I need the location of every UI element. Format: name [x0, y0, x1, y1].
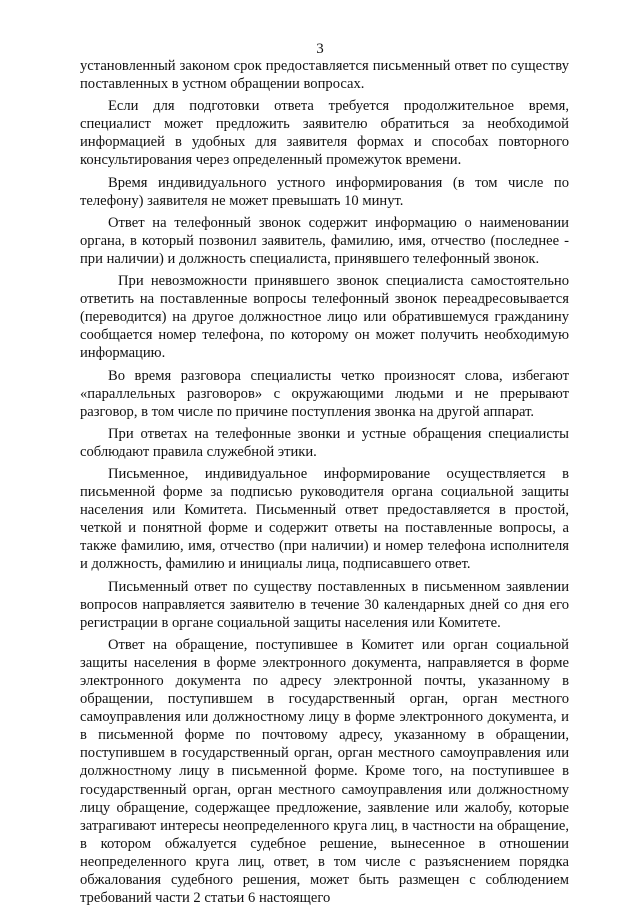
paragraph-conversation-rules: Во время разговора специалисты четко произносят слова, избегают «параллельных разговоров» с окружающими людьми и не прерывают разговор, в том числе по причине поступления звонка на другой аппарат.	[80, 367, 569, 420]
paragraph-phone-answer-content: Ответ на телефонный звонок содержит информацию о наименовании органа, в который позвонил заявитель, фамилию, имя, отчество (последнее - при наличии) и должность специалиста, принявшего телефонный звонок.	[80, 214, 569, 267]
paragraph-service-ethics: При ответах на телефонные звонки и устные обращения специалисты соблюдают правила служебной этики.	[80, 425, 569, 460]
paragraph-electronic-answer: Ответ на обращение, поступившее в Комитет или орган социальной защиты населения в форме электронного документа, направляется в форме электронного документа по адресу электронной почты, указанному в обращении, поступившем в государственный орган, орган местного самоуправления или должностному лицу в форме электронного документа, и в письменной форме по почтовому адресу, указанному в обращении, поступившем в государственный орган, орган местного самоуправления или должностному лицу в письменной форме. Кроме того, на поступившее в государственный орган, орган местного самоуправления или должностному лицу обращение, содержащее предложение, заявление или жалобу, которые затрагивают интересы неопределенного круга лиц, в частности на обращение, в котором обжалуется судебное решение, вынесенное в отношении неопределенного круга лиц, ответ, в том числе с разъяснением порядка обжалования судебного решения, может быть размещен с соблюдением требований части 2 статьи 6 настоящего	[80, 636, 569, 907]
paragraph-consultation-time: Время индивидуального устного информирования (в том числе по телефону) заявителя не может превышать 10 минут.	[80, 174, 569, 209]
paragraph-written-informing: Письменное, индивидуальное информирование осуществляется в письменной форме за подписью руководителя органа социальной защиты населения или Комитета. Письменный ответ предоставляется в простой, четкой и понятной форме и содержит ответы на поставленные вопросы, а также фамилию, имя, отчество (при наличии) и номер телефона исполнителя и должность, фамилию и инициалы лица, подписавшего ответ.	[80, 465, 569, 573]
paragraph-call-forwarding: При невозможности принявшего звонок специалиста самостоятельно ответить на поставленные вопросы телефонный звонок переадресовывается (переводится) на другое должностное лицо или обратившемуся гражданину сообщается номер телефона, по которому он может получить необходимую информацию.	[80, 273, 569, 362]
paragraph-long-preparation: Если для подготовки ответа требуется продолжительное время, специалист может предложить заявителю обратиться за необходимой информацией в удобных для заявителя формах и способах повторного консультирования через определенный промежуток времени.	[80, 98, 569, 169]
paragraph-written-answer-deadline: установленный законом срок предоставляется письменный ответ по существу поставленных в устном обращении вопросах.	[80, 58, 569, 93]
document-body	[80, 57, 569, 911]
page-number: 3	[316, 41, 324, 57]
paragraph-written-answer-period: Письменный ответ по существу поставленных в письменном заявлении вопросов направляется заявителю в течение 30 календарных дней со дня его регистрации в органе социальной защиты населения или Комитете.	[80, 578, 569, 631]
